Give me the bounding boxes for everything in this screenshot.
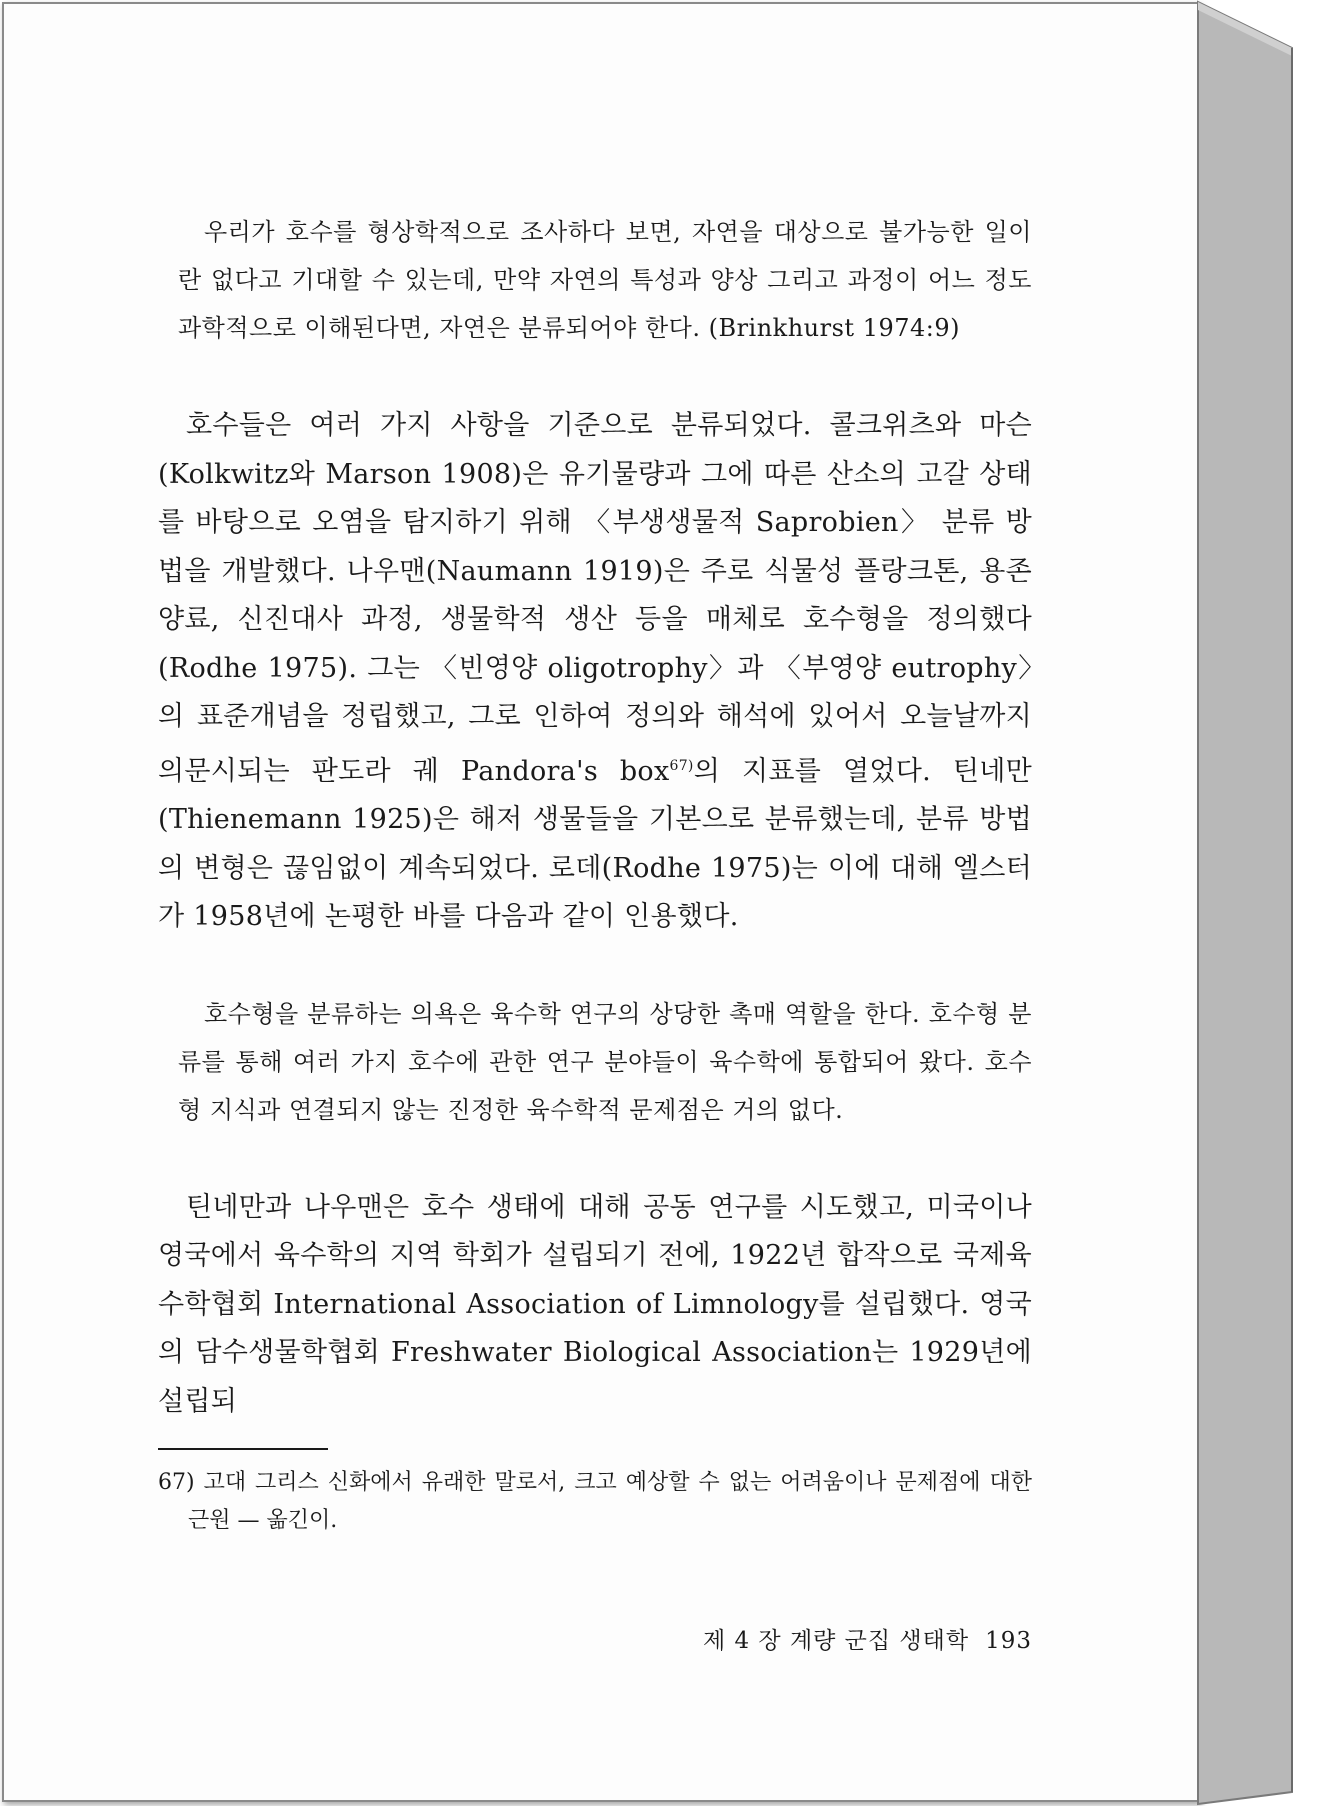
body-paragraph-association: 틴네만과 나우맨은 호수 생태에 대해 공동 연구를 시도했고, 미국이나 영국에서 육수학의 지역 학회가 설립되기 전에, 1922년 합작으로 국제육수학협회 International Association of Limnology를 설립했다. 영국의 담수생물학협회 Freshwater Biological Association는 1929년에 설립되 bbox=[158, 1191, 1032, 1417]
page-number: 193 bbox=[985, 1628, 1032, 1654]
body-paragraph-classification bbox=[158, 402, 1032, 942]
page-content bbox=[158, 208, 1032, 1540]
footnote-67: 67) 고대 그리스 신화에서 유래한 말로서, 크고 예상할 수 없는 어려움이나 문제점에 대한 근원 — 옮긴이. bbox=[158, 1470, 1032, 1533]
paragraph-text-continued: 의 지표를 열었다. 틴네만(Thienemann 1925)은 해저 생물들을 기본으로 분류했는데, 분류 방법의 변형은 끊임없이 계속되었다. 로데(Rodhe 1975)는 이에 대해 엘스터가 1958년에 논평한 바를 다음과 같이 인용했다. bbox=[158, 755, 1032, 932]
block-quote-elster bbox=[158, 990, 1032, 1134]
running-footer bbox=[703, 1622, 1032, 1655]
block-quote-brinkhurst bbox=[158, 208, 1032, 352]
quote-text: 우리가 호수를 형상학적으로 조사하다 보면, 자연을 대상으로 불가능한 일이란 없다고 기대할 수 있는데, 만약 자연의 특성과 양상 그리고 과정이 어느 정도 과학적으로 이해된다면, 자연은 분류되어야 한다. (Brinkhurst 1974:9) bbox=[178, 218, 1032, 342]
paragraph-text: 호수들은 여러 가지 사항을 기준으로 분류되었다. 콜크위츠와 마슨(Kolkwitz와 Marson 1908)은 유기물량과 그에 따른 산소의 고갈 상태를 바탕으로 오염을 탐지하기 위해 〈부생생물적 Saprobien〉 분류 방법을 개발했다. 나우맨(Naumann 1919)은 주로 식물성 플랑크톤, 용존양료, 신진대사 과정, 생물학적 생산 등을 매체로 호수형을 정의했다(Rodhe 1975). 그는 〈빈영양 oligotrophy〉과 〈부영양 eutrophy〉의 표준개념을 정립했고, 그로 인하여 정의와 해석에 있어서 오늘날까지 의문시되는 판도라 궤 Pandora's box bbox=[158, 410, 1032, 787]
footnote-reference[interactable]: 67) bbox=[669, 757, 694, 774]
footnote-divider bbox=[158, 1448, 328, 1450]
chapter-title: 제 4 장 계량 군집 생태학 bbox=[702, 1628, 970, 1654]
quote-text: 호수형을 분류하는 의욕은 육수학 연구의 상당한 촉매 역할을 한다. 호수형 분류를 통해 여러 가지 호수에 관한 연구 분야들이 육수학에 통합되어 왔다. 호수형 지식과 연결되지 않는 진정한 육수학적 문제점은 거의 없다. bbox=[178, 999, 1032, 1124]
